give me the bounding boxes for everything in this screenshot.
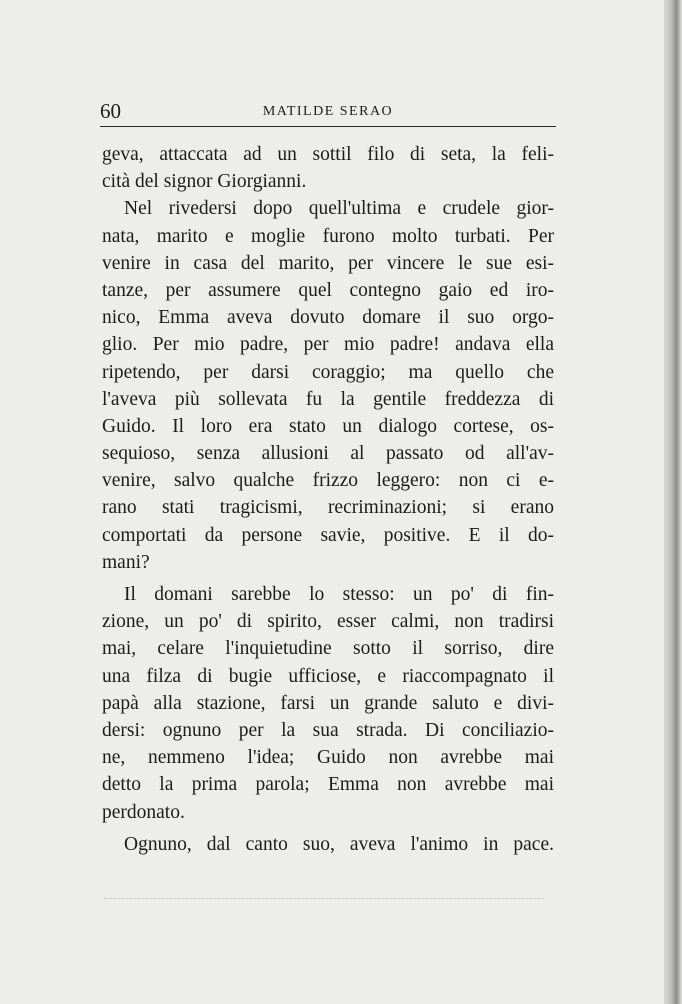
- page-header: [100, 98, 556, 128]
- text-line: perdonato.: [102, 801, 185, 823]
- text-line: dersi: ognuno per la sua strada. Di conciliazio-: [102, 719, 554, 741]
- text-line: nata, marito e moglie furono molto turbati. Per: [102, 225, 554, 247]
- text-line: tanze, per assumere quel contegno gaio ed iro-: [102, 279, 554, 301]
- text-line: ripetendo, per darsi coraggio; ma quello che: [102, 361, 554, 383]
- text-line: l'aveva più sollevata fu la gentile freddezza di: [102, 388, 554, 410]
- text-line: venire, salvo qualche frizzo leggero: non ci e-: [102, 470, 554, 492]
- text-line: detto la prima parola; Emma non avrebbe mai: [102, 774, 554, 796]
- text-line: venire in casa del marito, per vincere le sue esi-: [102, 252, 554, 274]
- text-line: sequioso, senza allusioni al passato od all'av-: [102, 443, 554, 465]
- text-line: mani?: [102, 551, 150, 573]
- header-rule: [100, 126, 556, 127]
- text-line: Guido. Il loro era stato un dialogo cortese, os-: [102, 415, 554, 437]
- text-line: nico, Emma aveva dovuto domare il suo orgo-: [102, 307, 554, 329]
- text-line: glio. Per mio padre, per mio padre! andava ella: [102, 334, 554, 356]
- text-line: rano stati tragicismi, recriminazioni; si erano: [102, 497, 554, 519]
- text-line: Il domani sarebbe lo stesso: un po' di fin-: [124, 584, 554, 605]
- page-number: 60: [100, 99, 121, 123]
- text-line: zione, un po' di spirito, esser calmi, non tradirsi: [102, 611, 554, 633]
- running-head: MATILDE SERAO: [262, 104, 394, 119]
- book-spine-edge: [664, 0, 682, 1004]
- text-line: papà alla stazione, farsi un grande saluto e divi-: [102, 692, 554, 714]
- body-text: [102, 141, 554, 858]
- text-line: mai, celare l'inquietudine sotto il sorriso, dire: [102, 638, 554, 660]
- text-line: cità del signor Giorgianni.: [102, 171, 307, 193]
- text-line: Nel rivedersi dopo quell'ultima e crudele gior-: [124, 198, 554, 220]
- text-line: ne, nemmeno l'idea; Guido non avrebbe mai: [102, 747, 554, 769]
- text-line: Ognuno, dal canto suo, aveva l'animo in pace.: [124, 833, 554, 855]
- text-line: geva, attaccata ad un sottil filo di seta, la feli-: [102, 144, 554, 165]
- print-artifact-dots: [104, 898, 544, 905]
- text-line: comportati da persone savie, positive. E il do-: [102, 524, 554, 546]
- text-line: una filza di bugie ufficiose, e riaccompagnato il: [102, 665, 554, 687]
